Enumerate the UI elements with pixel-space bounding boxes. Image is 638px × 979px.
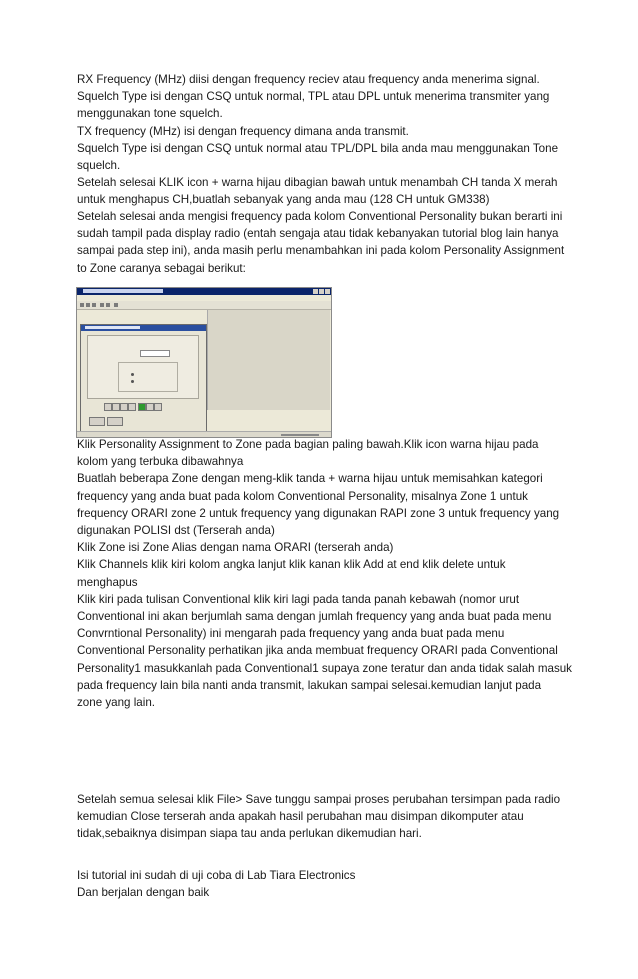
text-line: frequency yang anda buat pada kolom Conventional Personality, misalnya Zone 1 untuk bbox=[77, 489, 528, 503]
text-line: Conventional ini akan berjumlah sama dengan jumlah frequency yang anda buat pada menu bbox=[77, 610, 552, 624]
minimize-icon bbox=[313, 289, 318, 294]
window-title-text bbox=[83, 289, 163, 293]
first-record-icon bbox=[104, 403, 112, 411]
text-line: Isi tutorial ini sudah di uji coba di Lab Tiara Electronics bbox=[77, 869, 356, 882]
child-window-title bbox=[81, 325, 206, 331]
prev-record-icon bbox=[112, 403, 120, 411]
software-screenshot bbox=[76, 287, 332, 438]
text-line: to Zone caranya sebagai berikut: bbox=[77, 261, 246, 275]
text-line: kemudian Close terserah anda apakah hasil perubahan mau disimpan dikomputer atau bbox=[77, 810, 524, 824]
text-line: Setelah selesai anda mengisi frequency pada kolom Conventional Personality bukan berarti ini bbox=[77, 210, 563, 223]
radio-icon bbox=[131, 380, 134, 383]
paragraph-3 bbox=[77, 436, 572, 711]
delete-record-icon bbox=[146, 403, 154, 411]
text-line: Klik kiri pada tulisan Conventional klik kiri lagi pada tanda panah kebawah (nomor urut bbox=[77, 592, 520, 606]
text-line: Personality1 masukkanlah pada Conventional1 supaya zone teratur dan anda tidak salah masuk bbox=[77, 661, 572, 675]
window-title-bar bbox=[77, 288, 331, 295]
text-line: RX Frequency (MHz) diisi dengan frequency reciev atau frequency anda menerima signal. bbox=[77, 73, 540, 86]
text-line: TX frequency (MHz) isi dengan frequency dimana anda transmit. bbox=[77, 124, 409, 138]
text-line: Klik Personality Assignment to Zone pada bagian paling bawah.Klik icon warna hijau pada bbox=[77, 438, 539, 451]
text-line: kolom yang terbuka dibawahnya bbox=[77, 455, 244, 469]
text-line: menggunakan tone squelch. bbox=[77, 107, 223, 121]
text-line: Squelch Type isi dengan CSQ untuk normal atau TPL/DPL bila anda mau menggunakan Tone bbox=[77, 141, 559, 155]
text-line: sudah tampil pada display radio (entah sengaja atau tidak kebanyakan tutorial blog lain hanya bbox=[77, 227, 559, 241]
text-line: Squelch Type isi dengan CSQ untuk normal, TPL atau DPL untuk menerima transmiter yang bbox=[77, 90, 550, 104]
paragraph-5 bbox=[77, 867, 569, 901]
edit-record-icon bbox=[154, 403, 162, 411]
zone-panel bbox=[87, 335, 199, 399]
add-record-icon bbox=[138, 403, 146, 411]
radio-icon bbox=[131, 373, 134, 376]
close-icon bbox=[325, 289, 330, 294]
option-group bbox=[118, 362, 178, 392]
workspace-area bbox=[207, 310, 330, 410]
toolbar-icon bbox=[80, 303, 84, 307]
child-window-title-text bbox=[85, 326, 140, 329]
toolbar-icon bbox=[114, 303, 118, 307]
paragraph-1 bbox=[77, 71, 569, 209]
text-line: tidak,sebaiknya disimpan siapa tau anda perlukan dikemudian hari. bbox=[77, 827, 422, 841]
toolbar-icon bbox=[100, 303, 104, 307]
toolbar-icon bbox=[86, 303, 90, 307]
toolbar-icon bbox=[92, 303, 96, 307]
text-line: digunakan POLISI dst (Terserah anda) bbox=[77, 524, 275, 538]
last-record-icon bbox=[128, 403, 136, 411]
personality-assignment-window bbox=[80, 324, 207, 434]
text-line: Buatlah beberapa Zone dengan meng-klik tanda + warna hijau untuk memisahkan kategori bbox=[77, 472, 543, 486]
paragraph-4 bbox=[77, 791, 569, 843]
text-line: Klik Zone isi Zone Alias dengan nama ORARI (terserah anda) bbox=[77, 541, 394, 555]
text-line: Setelah semua selesai klik File> Save tunggu sampai proses perubahan tersimpan pada radio bbox=[77, 793, 561, 806]
paragraph-2 bbox=[77, 208, 569, 277]
text-line: frequency ORARI zone 2 untuk frequency yang digunakan RAPI zone 3 untuk frequency yang bbox=[77, 506, 560, 520]
text-line: Dan berjalan dengan baik bbox=[77, 886, 210, 900]
record-navigation-bar bbox=[84, 403, 202, 410]
text-line: zone yang lain. bbox=[77, 696, 155, 710]
text-line: Klik Channels klik kiri kolom angka lanjut klik kanan klik Add at end klik delete untuk bbox=[77, 558, 506, 572]
help-button bbox=[107, 417, 123, 426]
close-button bbox=[89, 417, 105, 426]
text-line: sampai pada step ini), anda masih perlu menambahkan ini pada kolom Personality Assignment bbox=[77, 244, 565, 258]
text-line: Convrntional Personality) ini mengarah pada frequency yang anda buat pada menu bbox=[77, 627, 505, 641]
text-line: pada frequency lain bila nanti anda transmit, lakukan sampai selesai.kemudian lanjut pada bbox=[77, 678, 542, 692]
toolbar-icon bbox=[106, 303, 110, 307]
text-line: squelch. bbox=[77, 159, 121, 173]
next-record-icon bbox=[120, 403, 128, 411]
text-line: Conventional Personality perhatikan jika anda membuat frequency ORARI pada Conventional bbox=[77, 644, 558, 658]
zone-alias-field bbox=[140, 350, 170, 357]
maximize-icon bbox=[319, 289, 324, 294]
text-line: untuk menghapus CH,buatlah sebanyak yang anda mau (128 CH untuk GM338) bbox=[77, 193, 490, 207]
text-line: Setelah selesai KLIK icon + warna hijau dibagian bawah untuk menambah CH tanda X merah bbox=[77, 176, 558, 190]
text-line: menghapus bbox=[77, 575, 138, 589]
